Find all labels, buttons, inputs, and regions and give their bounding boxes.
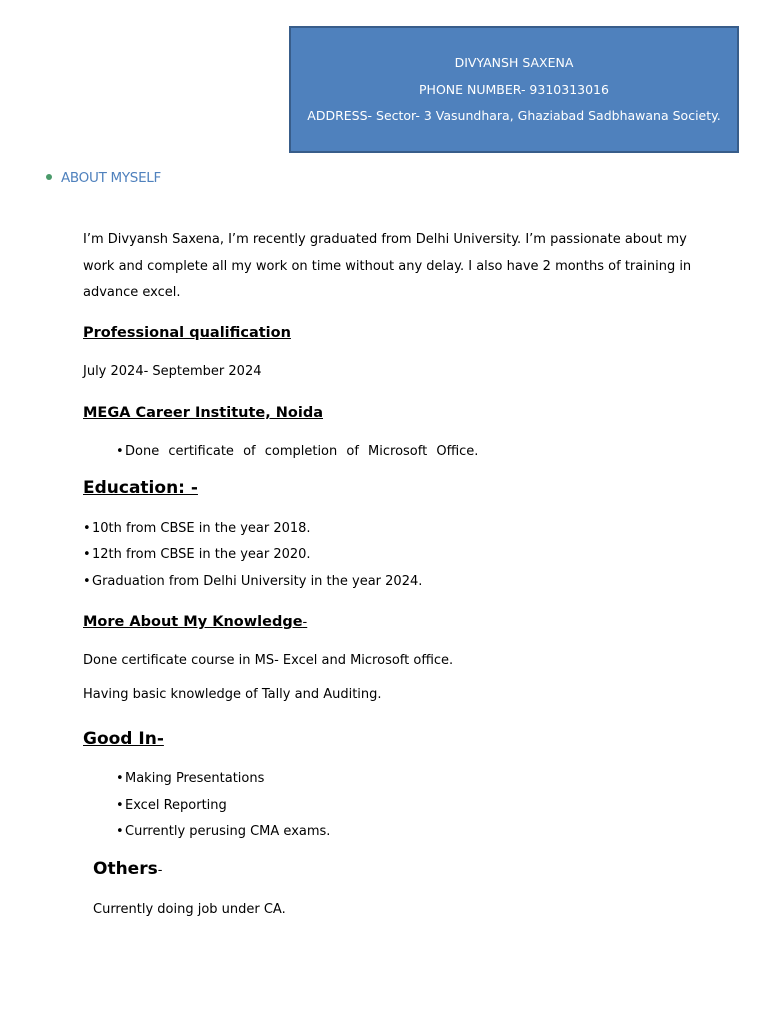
list-item-text: Currently perusing CMA exams. (125, 824, 331, 839)
knowledge-heading-label: More About My Knowledge (83, 614, 303, 630)
knowledge-heading-suffix: - (302, 615, 308, 630)
list-item (116, 444, 478, 459)
bullet-dot-icon (46, 174, 52, 180)
list-item (116, 771, 264, 786)
knowledge-line: Having basic knowledge of Tally and Auditing. (83, 687, 382, 702)
list-item-text: Excel Reporting (125, 798, 227, 813)
list-item-text: 12th from CBSE in the year 2020. (92, 547, 311, 562)
bullet-icon: • (116, 798, 124, 813)
others-text: Currently doing job under CA. (93, 902, 286, 917)
institute-name: MEGA Career Institute, Noida (83, 405, 324, 421)
bullet-icon: • (116, 771, 124, 786)
professional-qualification-heading: Professional qualification (83, 325, 291, 341)
about-heading-label: ABOUT MYSELF (61, 170, 161, 186)
list-item-text: 10th from CBSE in the year 2018. (92, 521, 311, 536)
list-item (116, 824, 330, 839)
candidate-name: DIVYANSH SAXENA (454, 55, 574, 70)
others-heading (93, 859, 162, 879)
address: ADDRESS- Sector- 3 Vasundhara, Ghaziabad Sadbhawana Society. (307, 108, 721, 123)
knowledge-line: Done certificate course in MS- Excel and Microsoft office. (83, 653, 454, 668)
others-heading-suffix: - (157, 863, 163, 878)
list-item (83, 574, 422, 589)
training-period: July 2024- September 2024 (83, 364, 262, 379)
others-heading-label: Others (93, 859, 158, 879)
contact-header-box (289, 26, 739, 153)
list-item (116, 798, 227, 813)
bullet-icon: • (83, 547, 91, 562)
list-item-text: Done certificate of completion of Microsoft Office. (125, 444, 479, 459)
list-item (83, 547, 311, 562)
bullet-icon: • (83, 574, 91, 589)
bullet-icon: • (116, 444, 124, 459)
bullet-icon: • (83, 521, 91, 536)
knowledge-heading (83, 614, 307, 630)
good-in-heading: Good In- (83, 729, 164, 749)
list-item (83, 521, 311, 536)
education-heading: Education: - (83, 478, 198, 498)
about-paragraph: I’m Divyansh Saxena, I’m recently graduated from Delhi University. I’m passionate about my work and complete all my work on time without any delay. I also have 2 months of training in advance excel. (83, 232, 692, 300)
list-item-text: Making Presentations (125, 771, 265, 786)
phone-number: PHONE NUMBER- 9310313016 (419, 82, 609, 97)
list-item-text: Graduation from Delhi University in the year 2024. (92, 574, 423, 589)
about-heading (46, 170, 161, 186)
bullet-icon: • (116, 824, 124, 839)
